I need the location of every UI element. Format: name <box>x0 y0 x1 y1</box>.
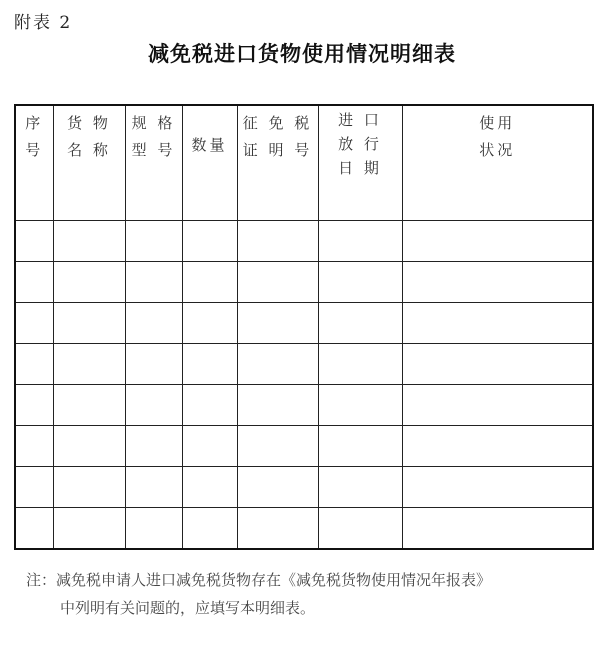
table-cell[interactable] <box>125 467 182 508</box>
table-body <box>15 221 593 550</box>
footnote <box>26 566 596 622</box>
table-cell[interactable] <box>15 262 53 303</box>
table-cell[interactable] <box>182 385 237 426</box>
table-cell[interactable] <box>53 344 125 385</box>
table-row <box>15 221 593 262</box>
table-cell[interactable] <box>237 221 318 262</box>
table-cell[interactable] <box>53 303 125 344</box>
table-cell[interactable] <box>182 467 237 508</box>
table-cell[interactable] <box>318 508 402 550</box>
table-cell[interactable] <box>182 344 237 385</box>
table-cell[interactable] <box>53 221 125 262</box>
detail-table <box>14 104 594 550</box>
table-cell[interactable] <box>402 385 593 426</box>
table-cell[interactable] <box>53 262 125 303</box>
header-usage-status: 使用 状况 <box>402 105 593 221</box>
header-row <box>15 105 593 221</box>
table-row <box>15 467 593 508</box>
table-cell[interactable] <box>182 303 237 344</box>
header-quantity: 数量 <box>182 105 237 221</box>
table-cell[interactable] <box>318 303 402 344</box>
header-exemption-certificate-number: 征 免 税 证 明 号 <box>237 105 318 221</box>
table-row <box>15 426 593 467</box>
table-cell[interactable] <box>53 426 125 467</box>
table-cell[interactable] <box>182 426 237 467</box>
table-cell[interactable] <box>15 508 53 550</box>
table-cell[interactable] <box>15 344 53 385</box>
table-cell[interactable] <box>15 426 53 467</box>
table-cell[interactable] <box>15 303 53 344</box>
table-cell[interactable] <box>318 221 402 262</box>
table-cell[interactable] <box>15 467 53 508</box>
table-cell[interactable] <box>318 467 402 508</box>
table-cell[interactable] <box>125 508 182 550</box>
table-cell[interactable] <box>125 262 182 303</box>
table-cell[interactable] <box>237 385 318 426</box>
table-cell[interactable] <box>182 262 237 303</box>
header-specification-model: 规 格 型 号 <box>125 105 182 221</box>
table-cell[interactable] <box>402 303 593 344</box>
table-cell[interactable] <box>53 508 125 550</box>
footnote-line-2: 中列明有关问题的，应填写本明细表。 <box>60 599 316 617</box>
header-goods-name: 货 物 名 称 <box>53 105 125 221</box>
table-row <box>15 385 593 426</box>
table-cell[interactable] <box>125 303 182 344</box>
table-cell[interactable] <box>125 221 182 262</box>
header-serial-number: 序 号 <box>15 105 53 221</box>
table-cell[interactable] <box>125 385 182 426</box>
appendix-label: 附表 2 <box>14 13 73 33</box>
table-cell[interactable] <box>237 426 318 467</box>
table-cell[interactable] <box>402 221 593 262</box>
table-cell[interactable] <box>402 344 593 385</box>
table-cell[interactable] <box>15 221 53 262</box>
table-cell[interactable] <box>402 508 593 550</box>
table-cell[interactable] <box>237 303 318 344</box>
table-cell[interactable] <box>125 426 182 467</box>
document-title: 减免税进口货物使用情况明细表 <box>148 42 456 66</box>
table-cell[interactable] <box>318 344 402 385</box>
table-cell[interactable] <box>402 467 593 508</box>
table-cell[interactable] <box>182 508 237 550</box>
table-cell[interactable] <box>237 508 318 550</box>
table-cell[interactable] <box>237 344 318 385</box>
table-cell[interactable] <box>125 344 182 385</box>
table-cell[interactable] <box>182 221 237 262</box>
table-cell[interactable] <box>53 385 125 426</box>
table-cell[interactable] <box>237 467 318 508</box>
table-row <box>15 344 593 385</box>
footnote-line-1: 注：减免税申请人进口减免税货物存在《减免税货物使用情况年报表》 <box>26 571 492 589</box>
table-cell[interactable] <box>402 262 593 303</box>
header-import-release-date: 进 口 放 行 日 期 <box>318 105 402 221</box>
table-cell[interactable] <box>15 385 53 426</box>
table-row <box>15 303 593 344</box>
table-row <box>15 262 593 303</box>
table-cell[interactable] <box>402 426 593 467</box>
table-cell[interactable] <box>318 385 402 426</box>
table-cell[interactable] <box>318 426 402 467</box>
table-row <box>15 508 593 550</box>
table-cell[interactable] <box>53 467 125 508</box>
table-cell[interactable] <box>318 262 402 303</box>
table-cell[interactable] <box>237 262 318 303</box>
